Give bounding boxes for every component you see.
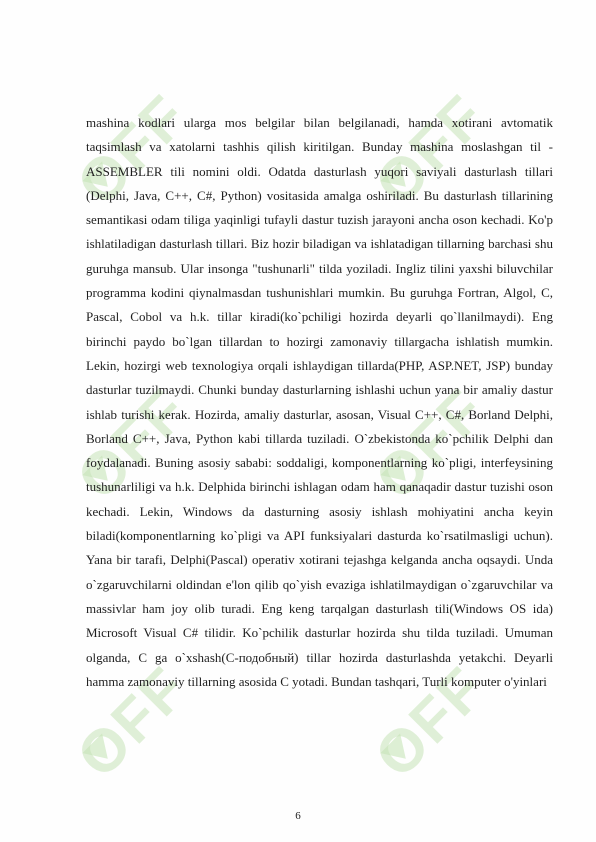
- page-number: 6: [295, 810, 301, 822]
- watermark-text: OFF: [63, 653, 201, 791]
- watermark-mark: [380, 733, 415, 768]
- watermark-text: OFF: [361, 653, 499, 791]
- watermark-text: OFF: [361, 375, 499, 513]
- watermark-mark: [82, 733, 117, 768]
- watermark-text: OFF: [361, 81, 499, 219]
- body-paragraph: mashina kodlari ularga mos belgilar bilan belgilanadi, hamda xotirani avtomatik taqsimlash va xatolarni tashhis qilish kiritilgan. Bunday mashina moslashgan til - ASSEMBLER tili nomini oldi. Odatda dasturlash yuqori saviyali dasturlash tillari (Delphi, Java, C++, C#, Python) vositasida amalga oshiriladi. Bu dasturlash tillarining semantikasi odam tiliga yaqinligi tufayli dastur tuzish jarayoni ancha oson kechadi. Ko'p ishlatiladigan dasturlash tillari. Biz hozir biladigan va ishlatadigan tillarning barchasi shu guruhga mansub. Ular insonga "tushunarli" tilda yoziladi. Ingliz tilini yaxshi biluvchilar programma kodini qiynalmasdan tushunishlari mumkin. Bu guruhga Fortran, Algol, C, Pascal, Cobol va h.k. tillar kiradi(ko`pchiligi hozirda deyarli qo`llanilmaydi). Eng birinchi paydo bo`lgan tillardan to hozirgi zamonaviy tillargacha ishlatish mumkin. Lekin, hozirgi web texnologiya orqali ishlaydigan tillarda(PHP, ASP.NET, JSP) bunday dasturlar tuzilmaydi. Chunki bunday dasturlarning ishlashi uchun yana bir amaliy dastur ishlab turishi kerak. Hozirda, amaliy dasturlar, asosan, Visual C++, C#, Borland Delphi, Borland C++, Java, Python kabi tillarda tuziladi. O`zbekistonda ko`pchilik Delphi dan foydalanadi. Buning asosiy sababi: soddaligi, komponentlarning ko`pligi, interfeysining tushunarliligi va h.k. Delphida birinchi ishlagan odam ham qanaqadir dastur tuzishi oson kechadi. Lekin, Windows da dasturning asosiy ishlash mohiyatini ancha keyin biladi(komponentlarning ko`pligi va API funksiyalari dasturda ko`rsatilmasligi uchun). Yana bir tarafi, Delphi(Pascal) operativ xotirani tejashga kelganda ancha oqsaydi. Unda o`zgaruvchilarni oldindan e'lon qilib qo`yish evaziga ishlatilmaydigan o`zgaruvchilar va massivlar ham joy olib turadi. Eng keng tarqalgan dasturlash tili(Windows OS ida) Microsoft Visual C# tilidir. Ko`pchilik dasturlar hozirda shu tilda tuziladi. Umuman olganda, C ga o`xshash(С-подобный) tillar hozirda dasturlashda yetakchi. Deyarli hamma zamonaviy tillarning asosida C yotadi. Bundan tashqari, Turli komputer o'yinlari: [86, 115, 553, 689]
- watermark-text: OFF: [63, 81, 201, 219]
- watermark-text: OFF: [63, 375, 201, 513]
